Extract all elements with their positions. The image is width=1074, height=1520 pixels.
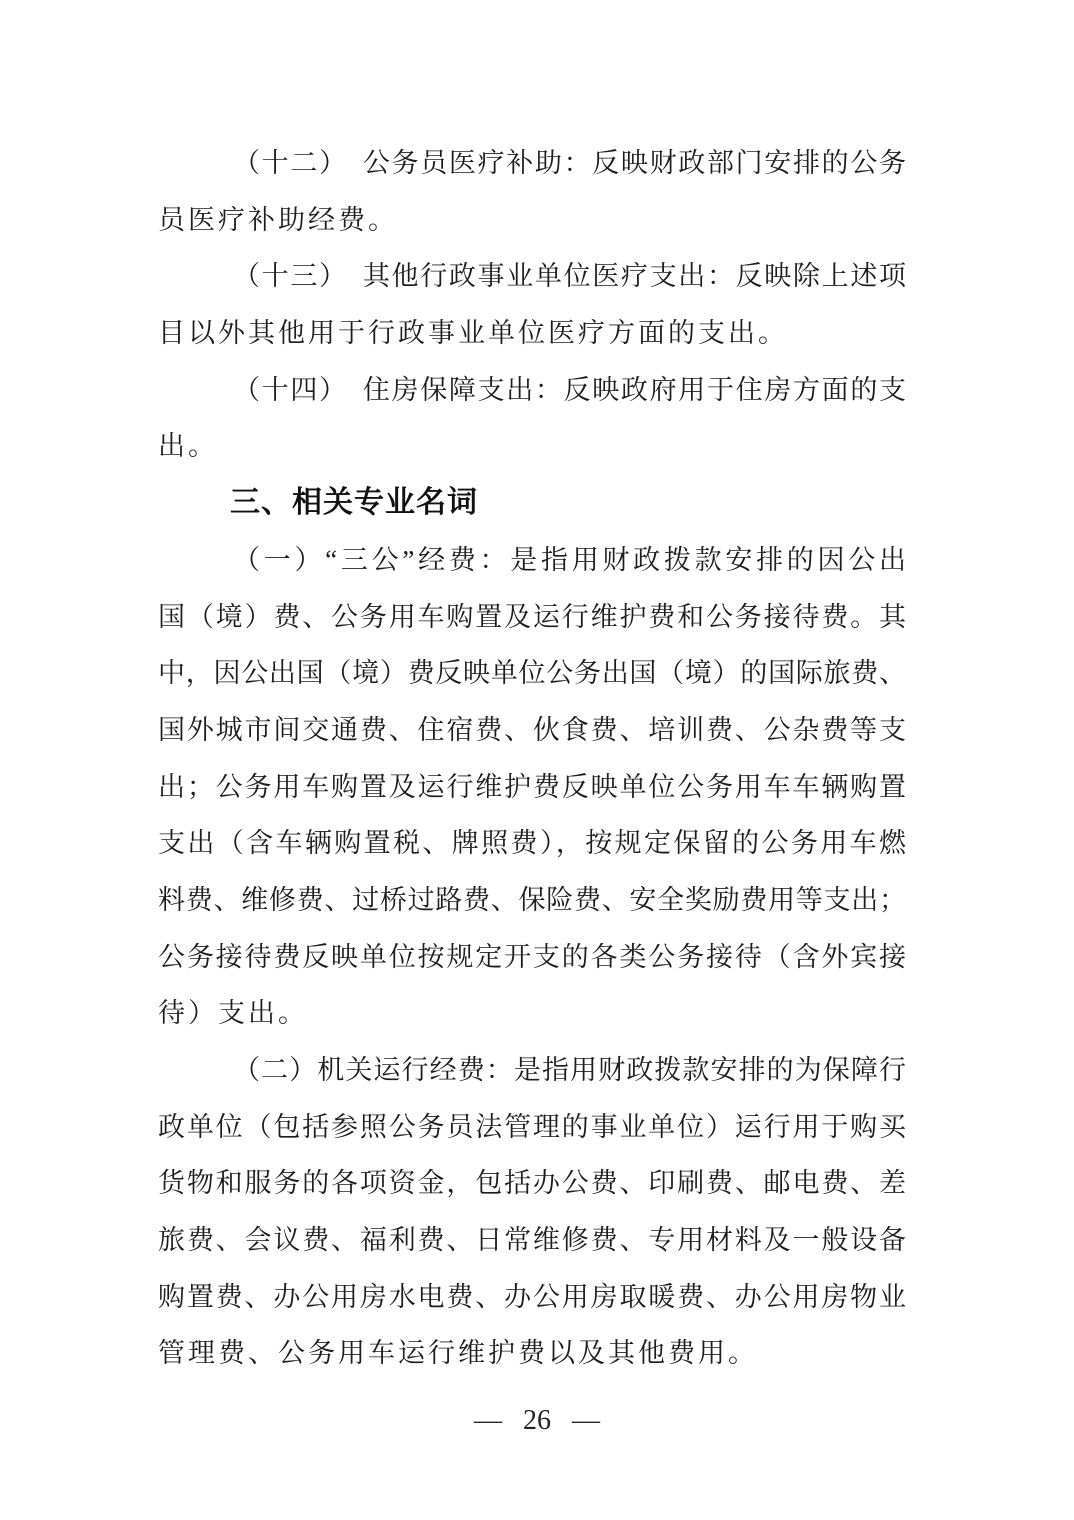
text-line: 管理费、公务用车运行维护费以及其他费用。 — [158, 1338, 758, 1369]
text-line: 出；公务用车购置及运行维护费反映单位公务用车车辆购置 — [158, 771, 906, 802]
text-line: 料费、维修费、过桥过路费、保险费、安全奖励费用等支出； — [158, 884, 906, 915]
text-line: 货物和服务的各项资金，包括办公费、印刷费、邮电费、差 — [158, 1168, 906, 1199]
page-number: — 26 — — [474, 1405, 600, 1436]
text-line: 公务接待费反映单位按规定开支的各类公务接待（含外宾接 — [158, 941, 906, 972]
text-line: 待）支出。 — [158, 998, 308, 1029]
text-line: （十三） 其他行政事业单位医疗支出：反映除上述项 — [233, 261, 906, 292]
text-line: 政单位（包括参照公务员法管理的事业单位）运行用于购买 — [158, 1111, 906, 1142]
text-line: 旅费、会议费、福利费、日常维修费、专用材料及一般设备 — [158, 1225, 906, 1256]
text-line: 员医疗补助经费。 — [158, 204, 398, 235]
text-line: （十四） 住房保障支出：反映政府用于住房方面的支 — [233, 374, 906, 405]
section-heading: 三、相关专业名词 — [230, 486, 478, 520]
text-line: 国（境）费、公务用车购置及运行维护费和公务接待费。其 — [158, 601, 906, 632]
text-line: 目以外其他用于行政事业单位医疗方面的支出。 — [158, 318, 788, 349]
text-block — [158, 143, 906, 1390]
text-line: 中，因公出国（境）费反映单位公务出国（境）的国际旅费、 — [158, 658, 906, 689]
text-line: 购置费、办公用房水电费、办公用房取暖费、办公用房物业 — [158, 1281, 906, 1312]
text-line: （一）“三公”经费：是指用财政拨款安排的因公出 — [233, 544, 906, 575]
text-line: （二）机关运行经费：是指用财政拨款安排的为保障行 — [233, 1055, 906, 1085]
text-line: （十二） 公务员医疗补助：反映财政部门安排的公务 — [233, 148, 906, 178]
text-line: 出。 — [158, 431, 218, 462]
text-line: 国外城市间交通费、住宿费、伙食费、培训费、公杂费等支 — [158, 714, 906, 745]
text-line: 支出（含车辆购置税、牌照费），按规定保留的公务用车燃 — [158, 828, 906, 859]
